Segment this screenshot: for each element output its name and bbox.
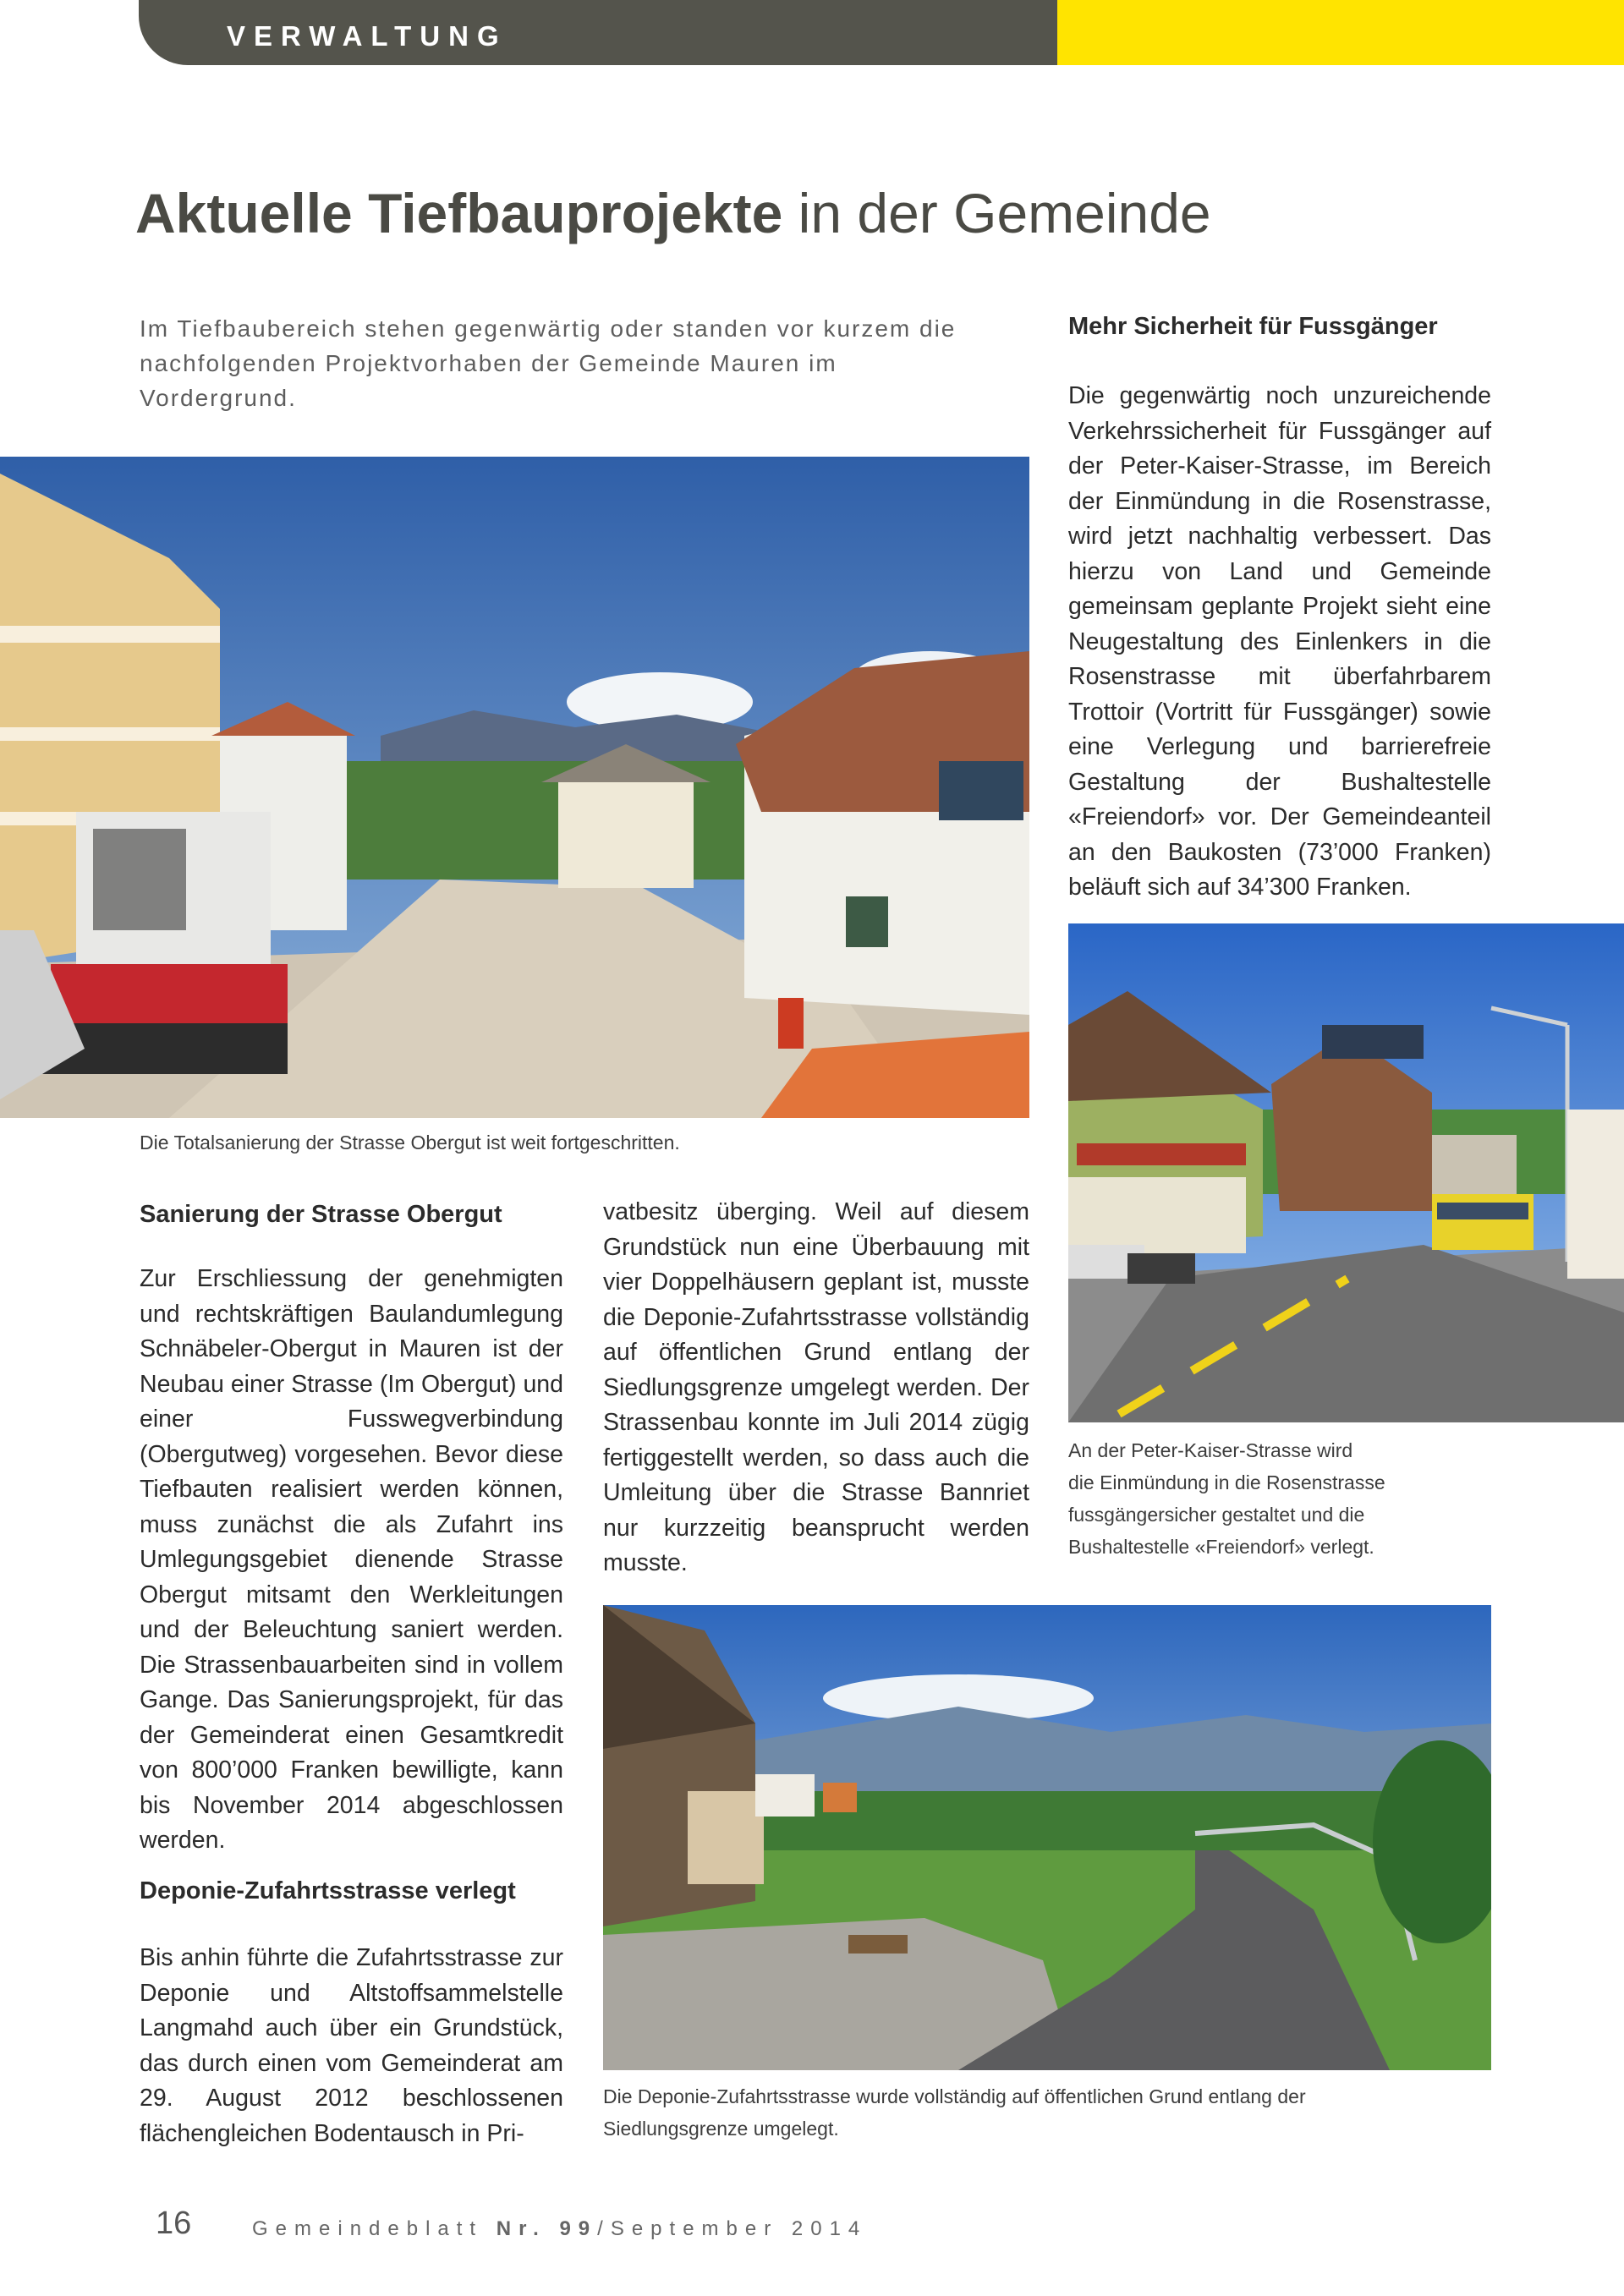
section-label: VERWALTUNG bbox=[227, 20, 508, 52]
footer-issue: Nr. 99 bbox=[496, 2217, 598, 2240]
caption-obergut: Die Totalsanierung der Strasse Obergut ist weit fortgeschritten. bbox=[140, 1132, 680, 1153]
caption-line: Bushaltestelle «Freiendorf» verlegt. bbox=[1068, 1536, 1374, 1558]
body-deponie-part2: vatbesitz überging. Weil auf diesem Grundstück nun eine Überbauung mit vier Doppelhäusern geplant ist, musste die Deponie-Zufahrtsstrasse vollständig auf öffentlichen Grund entlang der Siedlungsgrenze umgelegt werden. Der Strassenbau konnte im Juli 2014 zügig fertiggestellt werden, so dass auch die Umleitung über die Strasse Bannriet nur kurzzeitig beansprucht werden musste. bbox=[603, 1198, 1029, 1576]
body-deponie-part1: Bis anhin führte die Zufahrtsstrasse zur Deponie und Altstoffsammelstelle Langmahd auch über ein Grundstück, das durch einen vom Gemeinderat am 29. August 2012 beschlossenen flächengleichen Bodentausch in Pri- bbox=[140, 1944, 563, 2147]
caption-line: An der Peter-Kaiser-Strasse wird bbox=[1068, 1439, 1353, 1461]
photo-deponie-road bbox=[603, 1605, 1491, 2070]
caption-line: Siedlungsgrenze umgelegt. bbox=[603, 2118, 839, 2140]
page-title-bold: Aktuelle Tiefbauprojekte bbox=[135, 182, 783, 244]
caption-line: Die Deponie-Zufahrtsstrasse wurde vollständig auf öffentlichen Grund entlang der bbox=[603, 2085, 1306, 2107]
footer-publication-name: Gemeindeblatt bbox=[252, 2217, 484, 2240]
caption-peter-kaiser bbox=[1068, 1434, 1618, 1563]
caption-line: die Einmündung in die Rosenstrasse bbox=[1068, 1471, 1385, 1493]
lead-paragraph: Im Tiefbaubereich stehen gegenwärtig oder standen vor kurzem die nachfolgenden Projektvorhaben der Gemeinde Mauren im Vordergrund. bbox=[140, 315, 957, 411]
page-title-regular: in der Gemeinde bbox=[798, 182, 1211, 244]
heading-obergut: Sanierung der Strasse Obergut bbox=[140, 1201, 502, 1228]
page-number: 16 bbox=[156, 2206, 192, 2241]
caption-deponie bbox=[603, 2080, 1500, 2145]
accent-bar bbox=[1057, 0, 1624, 65]
footer-date: /September 2014 bbox=[597, 2217, 868, 2240]
page-title bbox=[135, 181, 1211, 245]
caption-line: fussgängersicher gestaltet und die bbox=[1068, 1504, 1365, 1526]
heading-fussgaenger: Mehr Sicherheit für Fussgänger bbox=[1068, 313, 1438, 340]
heading-deponie: Deponie-Zufahrtsstrasse verlegt bbox=[140, 1877, 516, 1904]
photo-obergut-construction bbox=[0, 457, 1029, 1118]
body-fussgaenger: Die gegenwärtig noch unzureichende Verkehrssicherheit für Fussgänger auf der Peter-Kaiser-Strasse, im Bereich der Einmündung in die Rosenstrasse, wird jetzt nachhaltig verbessert. Das hierzu von Land und Gemeinde gemeinsam geplante Projekt sieht eine Neugestaltung des Einlenkers in die Rosenstrasse mit überfahrbarem Trottoir (Vortritt für Fussgänger) sowie eine Verlegung und barrierefreie Gestaltung der Bushaltestelle «Freiendorf» vor. Der Gemeindeanteil an den Baukosten (73’000 Franken) beläuft sich auf 34’300 Franken. bbox=[1068, 382, 1491, 901]
body-obergut: Zur Erschliessung der genehmigten und rechtskräftigen Baulandumlegung Schnäbeler-Obergut in Mauren ist der Neubau einer Strasse (Im Obergut) und einer Fusswegverbindung (Obergutweg) vorgesehen. Bevor diese Tiefbauten realisiert werden können, muss zunächst die als Zufahrt ins Umlegungsgebiet dienende Strasse Obergut mitsamt den Werkleitungen und der Beleuchtung saniert werden. Die Strassenbauarbeiten sind in vollem Gange. Das Sanierungsprojekt, für das der Gemeinderat einen Gesamtkredit von 800’000 Franken bewilligte, kann bis November 2014 abgeschlossen werden. bbox=[140, 1265, 563, 1854]
footer-publication bbox=[252, 2217, 867, 2241]
photo-peter-kaiser-strasse bbox=[1068, 923, 1624, 1422]
